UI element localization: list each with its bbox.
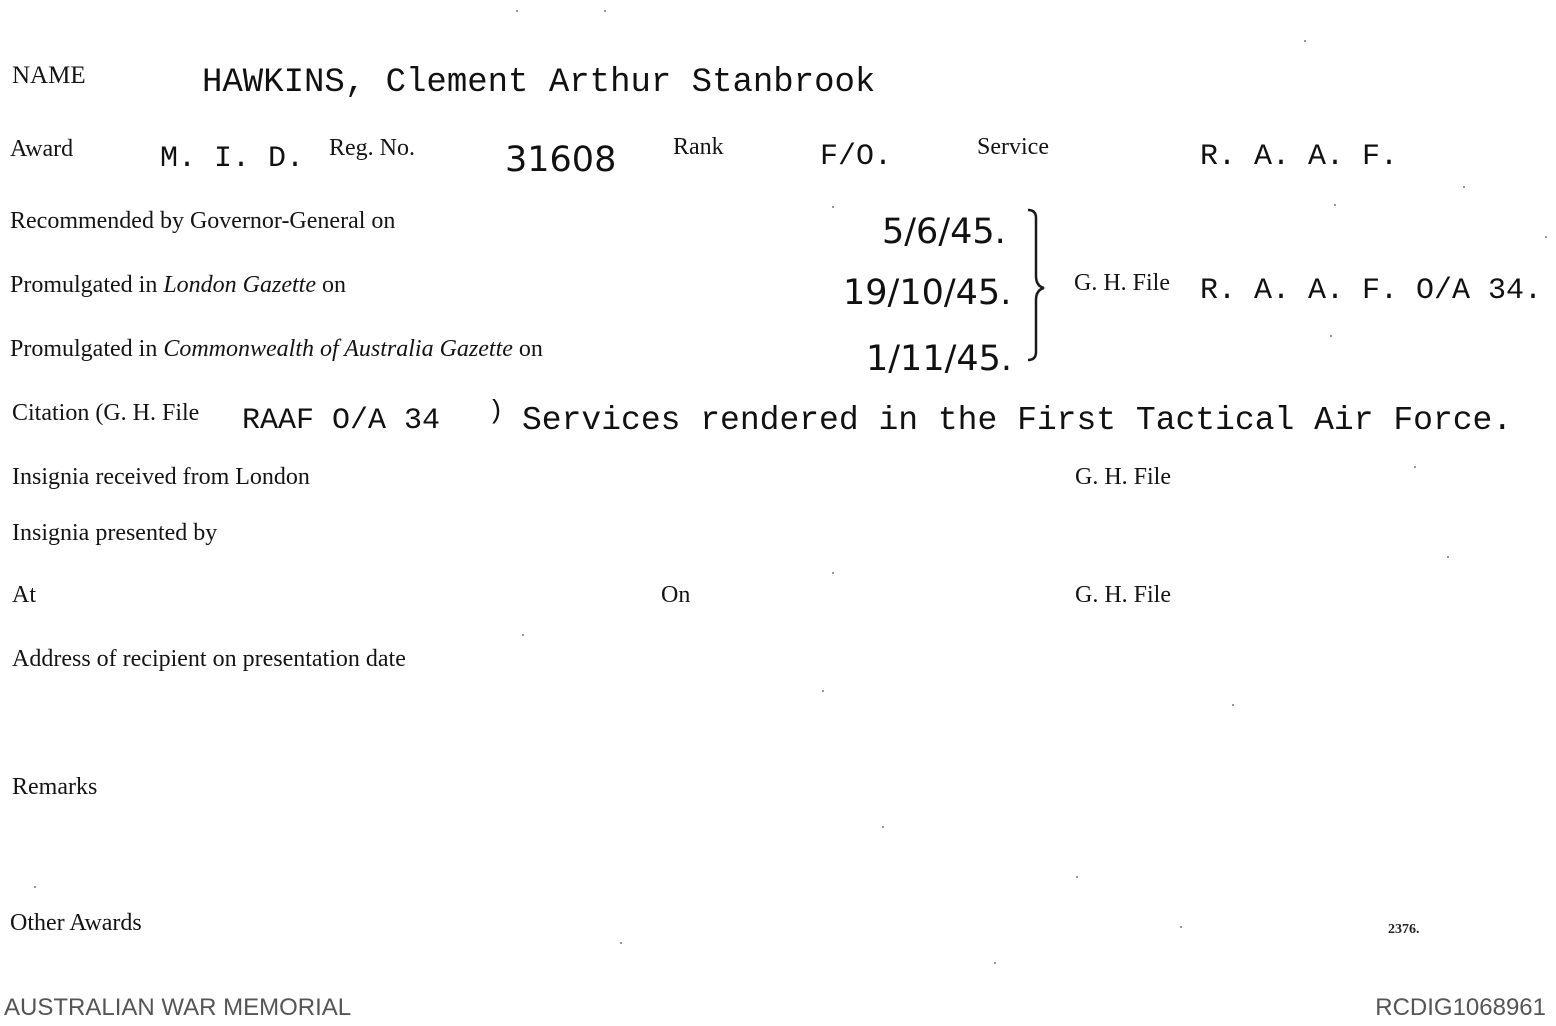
speck bbox=[604, 10, 606, 12]
london-gazette-date: 19/10/45. bbox=[843, 273, 1012, 313]
service-label: Service bbox=[977, 134, 1049, 160]
speck bbox=[1334, 204, 1336, 206]
speck bbox=[832, 206, 834, 208]
commonwealth-gazette-date: 1/11/45. bbox=[866, 339, 1013, 379]
speck bbox=[1447, 556, 1449, 558]
speck bbox=[522, 634, 524, 636]
speck bbox=[1232, 704, 1234, 706]
other-awards-label: Other Awards bbox=[10, 910, 142, 936]
name-value: HAWKINS, Clement Arthur Stanbrook bbox=[202, 64, 876, 102]
speck bbox=[1180, 926, 1182, 928]
london-gazette-name: London Gazette bbox=[163, 272, 316, 298]
insignia-presented-label: Insignia presented by bbox=[12, 520, 218, 546]
recommended-label: Recommended by Governor-General on bbox=[10, 208, 396, 234]
gh-file-label: G. H. File bbox=[1074, 270, 1170, 296]
rank-value: F/O. bbox=[820, 140, 893, 174]
footer-catalog-id: RCDIG1068961 bbox=[1375, 994, 1546, 1021]
speck bbox=[620, 942, 622, 944]
speck bbox=[994, 962, 996, 964]
award-label: Award bbox=[10, 136, 74, 162]
citation-text: Services rendered in the First Tactical Air Force. bbox=[522, 402, 1513, 439]
form-number: 2376. bbox=[1388, 922, 1420, 937]
speck bbox=[1414, 466, 1416, 468]
promulgated-prefix: Promulgated in bbox=[10, 336, 158, 362]
speck bbox=[1330, 335, 1332, 337]
remarks-label: Remarks bbox=[12, 774, 98, 800]
promulgated-prefix: Promulgated in bbox=[10, 272, 158, 298]
citation-close: ) bbox=[488, 396, 504, 426]
citation-file: RAAF O/A 34 bbox=[242, 404, 441, 438]
speck bbox=[832, 572, 834, 574]
date-group-brace bbox=[1016, 204, 1056, 364]
reg-no-label: Reg. No. bbox=[329, 135, 415, 161]
recommended-date: 5/6/45. bbox=[882, 212, 1006, 252]
insignia-gh-file-label: G. H. File bbox=[1075, 464, 1171, 490]
gh-file-value: R. A. A. F. O/A 34. bbox=[1200, 274, 1543, 308]
on-suffix: on bbox=[322, 272, 346, 298]
presentation-gh-file-label: G. H. File bbox=[1075, 582, 1171, 608]
on-label: On bbox=[661, 582, 691, 608]
speck bbox=[822, 690, 824, 692]
london-gazette-label bbox=[10, 272, 346, 299]
speck bbox=[516, 10, 518, 12]
speck bbox=[1304, 40, 1306, 42]
service-value: R. A. A. F. bbox=[1200, 140, 1399, 174]
commonwealth-gazette-name: Commonwealth of Australia Gazette bbox=[163, 336, 513, 362]
on-suffix: on bbox=[518, 336, 543, 362]
award-value: M. I. D. bbox=[160, 142, 305, 176]
speck bbox=[1545, 236, 1547, 238]
speck bbox=[1463, 186, 1465, 188]
insignia-received-label: Insignia received from London bbox=[12, 464, 310, 490]
name-label: NAME bbox=[12, 62, 86, 89]
reg-no-value: 31608 bbox=[505, 140, 617, 180]
speck bbox=[1076, 876, 1078, 878]
speck bbox=[34, 886, 36, 888]
commonwealth-gazette-label bbox=[10, 336, 543, 363]
footer-institution: AUSTRALIAN WAR MEMORIAL bbox=[4, 994, 352, 1021]
address-label: Address of recipient on presentation date bbox=[12, 646, 406, 672]
speck bbox=[882, 826, 884, 828]
citation-label: Citation (G. H. File bbox=[12, 400, 200, 426]
at-label: At bbox=[12, 582, 36, 608]
rank-label: Rank bbox=[673, 134, 724, 160]
